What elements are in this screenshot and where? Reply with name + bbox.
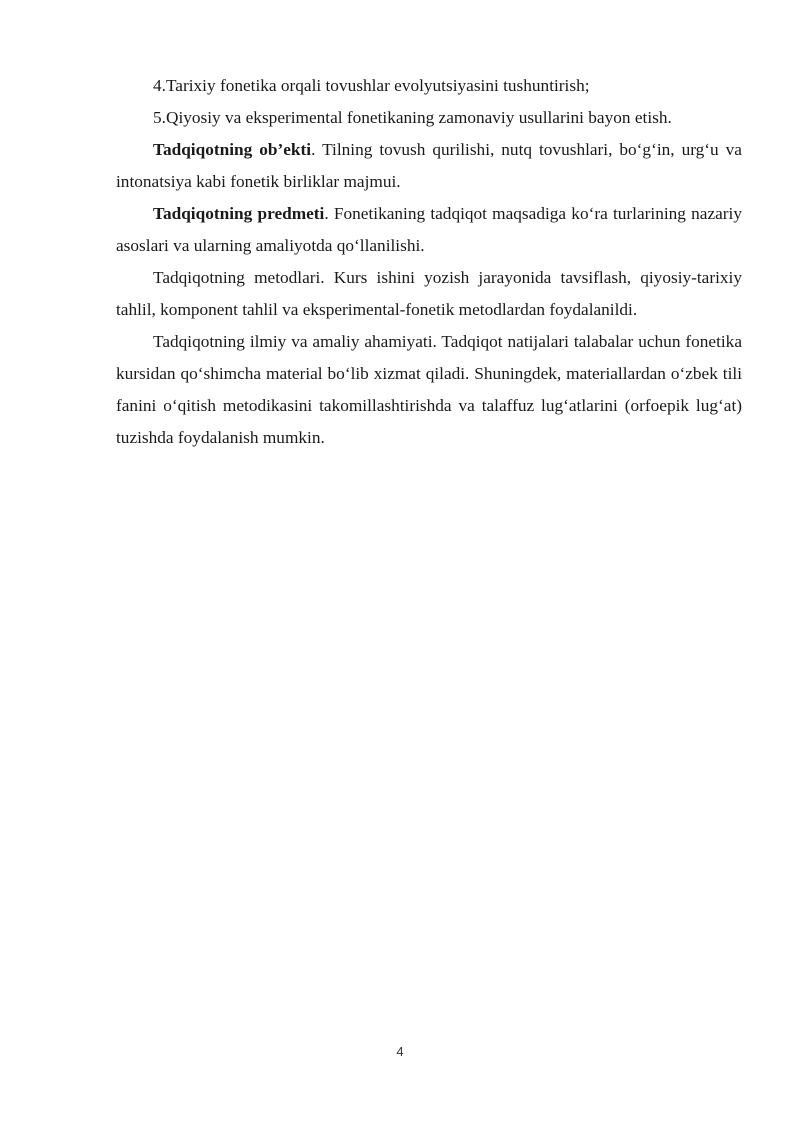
paragraph-text: Tadqiqotning metodlari. Kurs ishini yozish jarayonida tavsiflash, qiyosiy-tarixiy tahlil, komponent tahlil va eksperimental-fonetik metodlardan foydalanildi.	[116, 268, 742, 319]
research-object-paragraph	[116, 134, 742, 198]
research-subject-paragraph	[116, 198, 742, 262]
research-methods-paragraph	[116, 262, 742, 326]
paragraph-text: . Fonetikaning tadqiqot maqsadiga ko‘ra turlarining nazariy asoslari va ularning amaliyotda qo‘llanilishi.	[116, 204, 742, 255]
paragraph-text: 4.Tarixiy fonetika orqali tovushlar evolyutsiyasini tushuntirish;	[153, 76, 590, 95]
paragraph-text: . Tilning tovush qurilishi, nutq tovushlari, bo‘g‘in, urg‘u va intonatsiya kabi fonetik birliklar majmui.	[116, 140, 742, 191]
list-item-5	[116, 102, 742, 134]
list-item-4	[116, 70, 742, 102]
paragraph-text: 5.Qiyosiy va eksperimental fonetikaning zamonaviy usullarini bayon etish.	[153, 108, 672, 127]
research-significance-paragraph	[116, 326, 742, 454]
research-object-heading: Tadqiqotning ob’ekti	[153, 140, 312, 159]
page-number: 4	[396, 1044, 404, 1059]
research-subject-heading: Tadqiqotning predmeti	[153, 204, 325, 223]
document-page	[116, 70, 742, 454]
paragraph-text: Tadqiqotning ilmiy va amaliy ahamiyati. Tadqiqot natijalari talabalar uchun fonetika kursidan qo‘shimcha material bo‘lib xizmat qiladi. Shuningdek, materiallardan o‘zbek tili fanini o‘qitish metodikasini takomillashtirishda va talaffuz lug‘atlarini (orfoepik lug‘at) tuzishda foydalanish mumkin.	[116, 332, 742, 447]
